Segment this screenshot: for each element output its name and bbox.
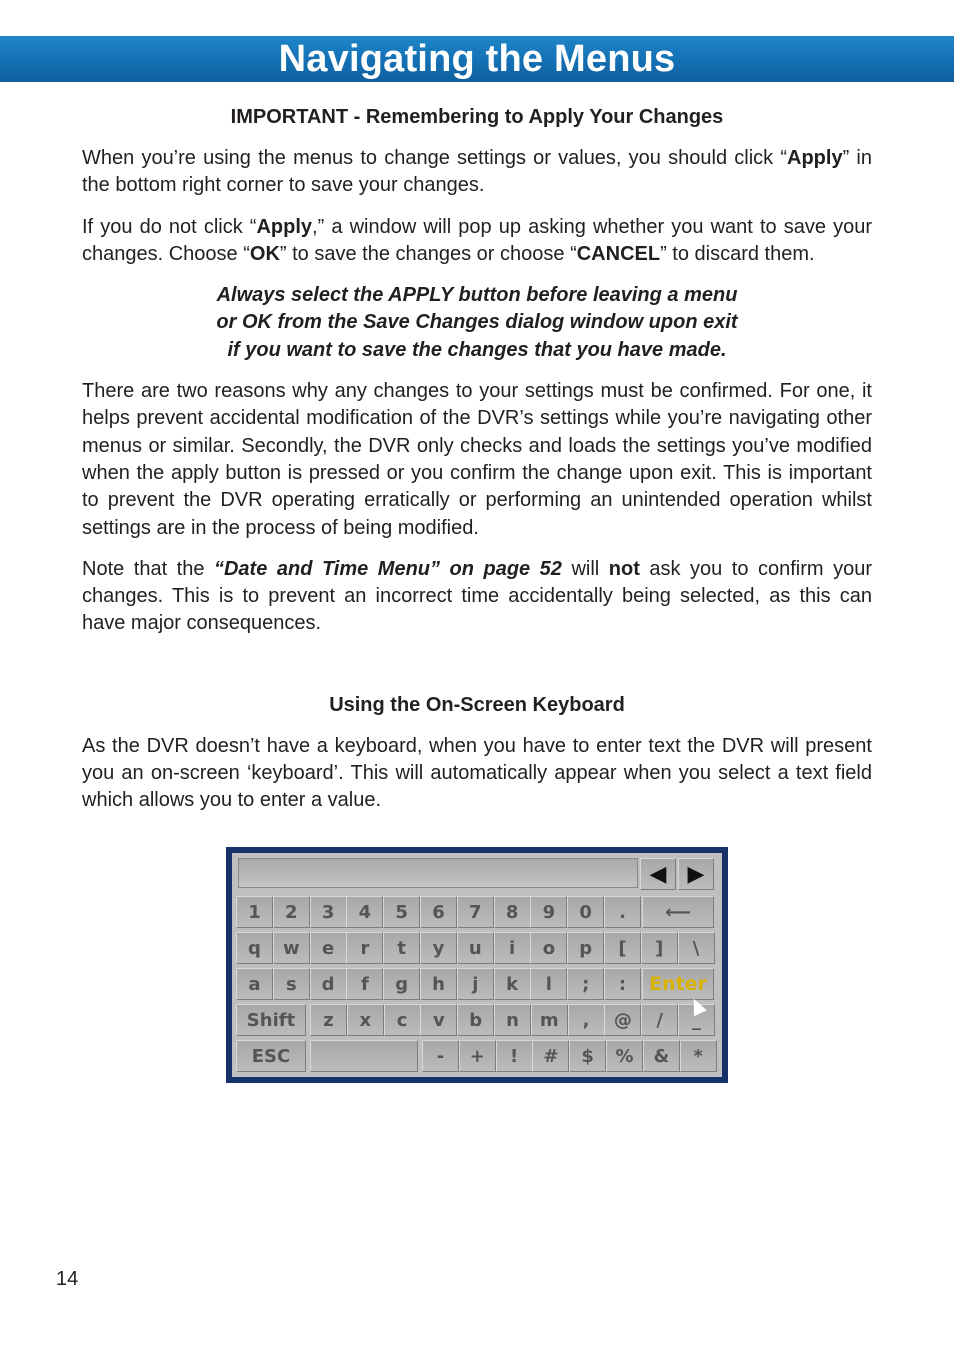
keyboard-key[interactable]: f xyxy=(346,968,383,1000)
emphasis-line: if you want to save the changes that you have made. xyxy=(227,338,727,361)
bold-apply: Apply xyxy=(787,147,843,169)
keyboard-key[interactable]: 7 xyxy=(457,896,494,928)
keyboard-key[interactable]: @ xyxy=(604,1004,641,1036)
text-run: ” to discard them. xyxy=(660,242,815,265)
emphasis-line: Always select the APPLY button before leaving a menu xyxy=(216,284,738,307)
bold-cancel: CANCEL xyxy=(576,242,661,265)
keyboard-esc-key[interactable]: ESC xyxy=(236,1040,306,1072)
text-run: ” to save the changes or choose “ xyxy=(279,242,577,265)
keyboard-key[interactable]: u xyxy=(457,932,494,964)
keyboard-key[interactable]: / xyxy=(641,1004,678,1036)
keyboard-key[interactable]: ; xyxy=(567,968,604,1000)
text-run: ,” a window will pop up asking whether you want to save your changes. Choose “ xyxy=(82,215,872,265)
keyboard-key[interactable]: 5 xyxy=(383,896,420,928)
main-content xyxy=(82,104,872,829)
keyboard-key[interactable]: % xyxy=(606,1040,643,1072)
keyboard-key[interactable]: _ xyxy=(678,1004,715,1036)
paragraph-date-time-note xyxy=(82,556,872,638)
keyboard-key[interactable]: 0 xyxy=(567,896,604,928)
text-run: ” in the bottom right corner to save your changes. xyxy=(82,147,872,197)
keyboard-key[interactable]: n xyxy=(494,1004,531,1036)
title-banner xyxy=(0,36,954,82)
text-run: Note that the xyxy=(82,557,214,580)
text-run: ask you to confirm your changes. This is to prevent an incorrect time accidentally being selected, as this can have major consequences. xyxy=(82,557,873,635)
keyboard-key[interactable]: ] xyxy=(641,932,678,964)
keyboard-key[interactable]: * xyxy=(680,1040,717,1072)
keyboard-key[interactable]: 6 xyxy=(420,896,457,928)
keyboard-key[interactable]: 4 xyxy=(346,896,383,928)
keyboard-key[interactable]: p xyxy=(567,932,604,964)
keyboard-key[interactable]: r xyxy=(346,932,383,964)
on-screen-keyboard-image xyxy=(226,847,728,1083)
section-heading-keyboard: Using the On-Screen Keyboard xyxy=(329,693,625,716)
paragraph-popup xyxy=(82,214,872,269)
keyboard-key[interactable]: . xyxy=(604,896,641,928)
keyboard-key[interactable]: j xyxy=(457,968,494,1000)
keyboard-key[interactable]: x xyxy=(347,1004,384,1036)
keyboard-key[interactable]: s xyxy=(273,968,310,1000)
page-number: 14 xyxy=(56,1268,79,1290)
keyboard-key[interactable]: w xyxy=(273,932,310,964)
paragraph-keyboard: As the DVR doesn’t have a keyboard, when you have to enter text the DVR will present you an on-screen ‘keyboard’. This will automatically appear when you select a text field which allows you to enter a value. xyxy=(82,734,872,812)
keyboard-key[interactable]: 3 xyxy=(310,896,347,928)
keyboard-key[interactable]: l xyxy=(530,968,567,1000)
bold-not: not xyxy=(608,557,640,580)
text-run: When you’re using the menus to change settings or values, you should click “ xyxy=(82,147,788,169)
paragraph-apply xyxy=(82,145,872,200)
keyboard-key[interactable]: i xyxy=(494,932,531,964)
keyboard-shift-key[interactable]: Shift xyxy=(236,1004,306,1036)
keyboard-key[interactable]: g xyxy=(383,968,420,1000)
keyboard-space-key[interactable] xyxy=(310,1040,418,1072)
keyboard-key[interactable]: t xyxy=(383,932,420,964)
keyboard-key[interactable]: z xyxy=(310,1004,347,1036)
bold-ok: OK xyxy=(249,242,280,265)
keyboard-key[interactable]: ! xyxy=(496,1040,533,1072)
keyboard-key[interactable]: c xyxy=(384,1004,421,1036)
keyboard-right-arrow-key[interactable]: ▶ xyxy=(678,858,714,890)
bold-apply: Apply xyxy=(256,215,313,238)
keyboard-key[interactable]: + xyxy=(459,1040,496,1072)
keyboard-text-field[interactable] xyxy=(238,858,638,888)
keyboard-key[interactable]: $ xyxy=(569,1040,606,1072)
keyboard-key[interactable]: b xyxy=(457,1004,494,1036)
keyboard-key[interactable]: q xyxy=(236,932,273,964)
keyboard-key[interactable]: a xyxy=(236,968,273,1000)
keyboard-key[interactable]: v xyxy=(420,1004,457,1036)
keyboard-key[interactable]: 9 xyxy=(530,896,567,928)
keyboard-key[interactable]: m xyxy=(531,1004,568,1036)
page-title: Navigating the Menus xyxy=(278,38,676,80)
emphasis-line: or OK from the Save Changes dialog window upon exit xyxy=(216,311,738,334)
keyboard-key[interactable]: k xyxy=(494,968,531,1000)
keyboard-enter-key[interactable]: Enter xyxy=(642,968,714,1000)
text-run: If you do not click “ xyxy=(82,215,257,238)
keyboard-key[interactable]: 1 xyxy=(236,896,273,928)
keyboard-key[interactable]: & xyxy=(643,1040,680,1072)
keyboard-panel xyxy=(232,853,722,1077)
keyboard-key[interactable]: , xyxy=(568,1004,605,1036)
cross-reference: “Date and Time Menu” on page 52 xyxy=(213,557,562,580)
keyboard-key[interactable]: h xyxy=(420,968,457,1000)
keyboard-left-arrow-key[interactable]: ◀ xyxy=(640,858,676,890)
keyboard-key[interactable]: # xyxy=(532,1040,569,1072)
keyboard-key[interactable]: e xyxy=(310,932,347,964)
keyboard-key[interactable]: y xyxy=(420,932,457,964)
keyboard-key[interactable]: [ xyxy=(604,932,641,964)
emphasis-note xyxy=(82,282,872,364)
keyboard-key[interactable]: : xyxy=(604,968,641,1000)
keyboard-backspace-key[interactable]: ⟵ xyxy=(642,896,714,928)
paragraph-reasons: There are two reasons why any changes to your settings must be confirmed. For one, it helps prevent accidental modification of the DVR’s settings while you’re navigating other menus or similar. Secondly, the DVR only checks and loads the settings you’ve modified when the apply button is pressed or you confirm the change upon exit. This is important to prevent the DVR operating erratically or performing an unintended operation whilst settings are in the process of being modified. xyxy=(82,380,872,539)
keyboard-key[interactable]: o xyxy=(530,932,567,964)
keyboard-key[interactable]: 2 xyxy=(273,896,310,928)
section-heading-important: IMPORTANT - Remembering to Apply Your Changes xyxy=(230,106,724,128)
keyboard-key[interactable]: \ xyxy=(678,932,715,964)
keyboard-key[interactable]: d xyxy=(310,968,347,1000)
text-run: will xyxy=(561,557,609,580)
keyboard-key[interactable]: 8 xyxy=(494,896,531,928)
keyboard-key[interactable]: - xyxy=(422,1040,459,1072)
